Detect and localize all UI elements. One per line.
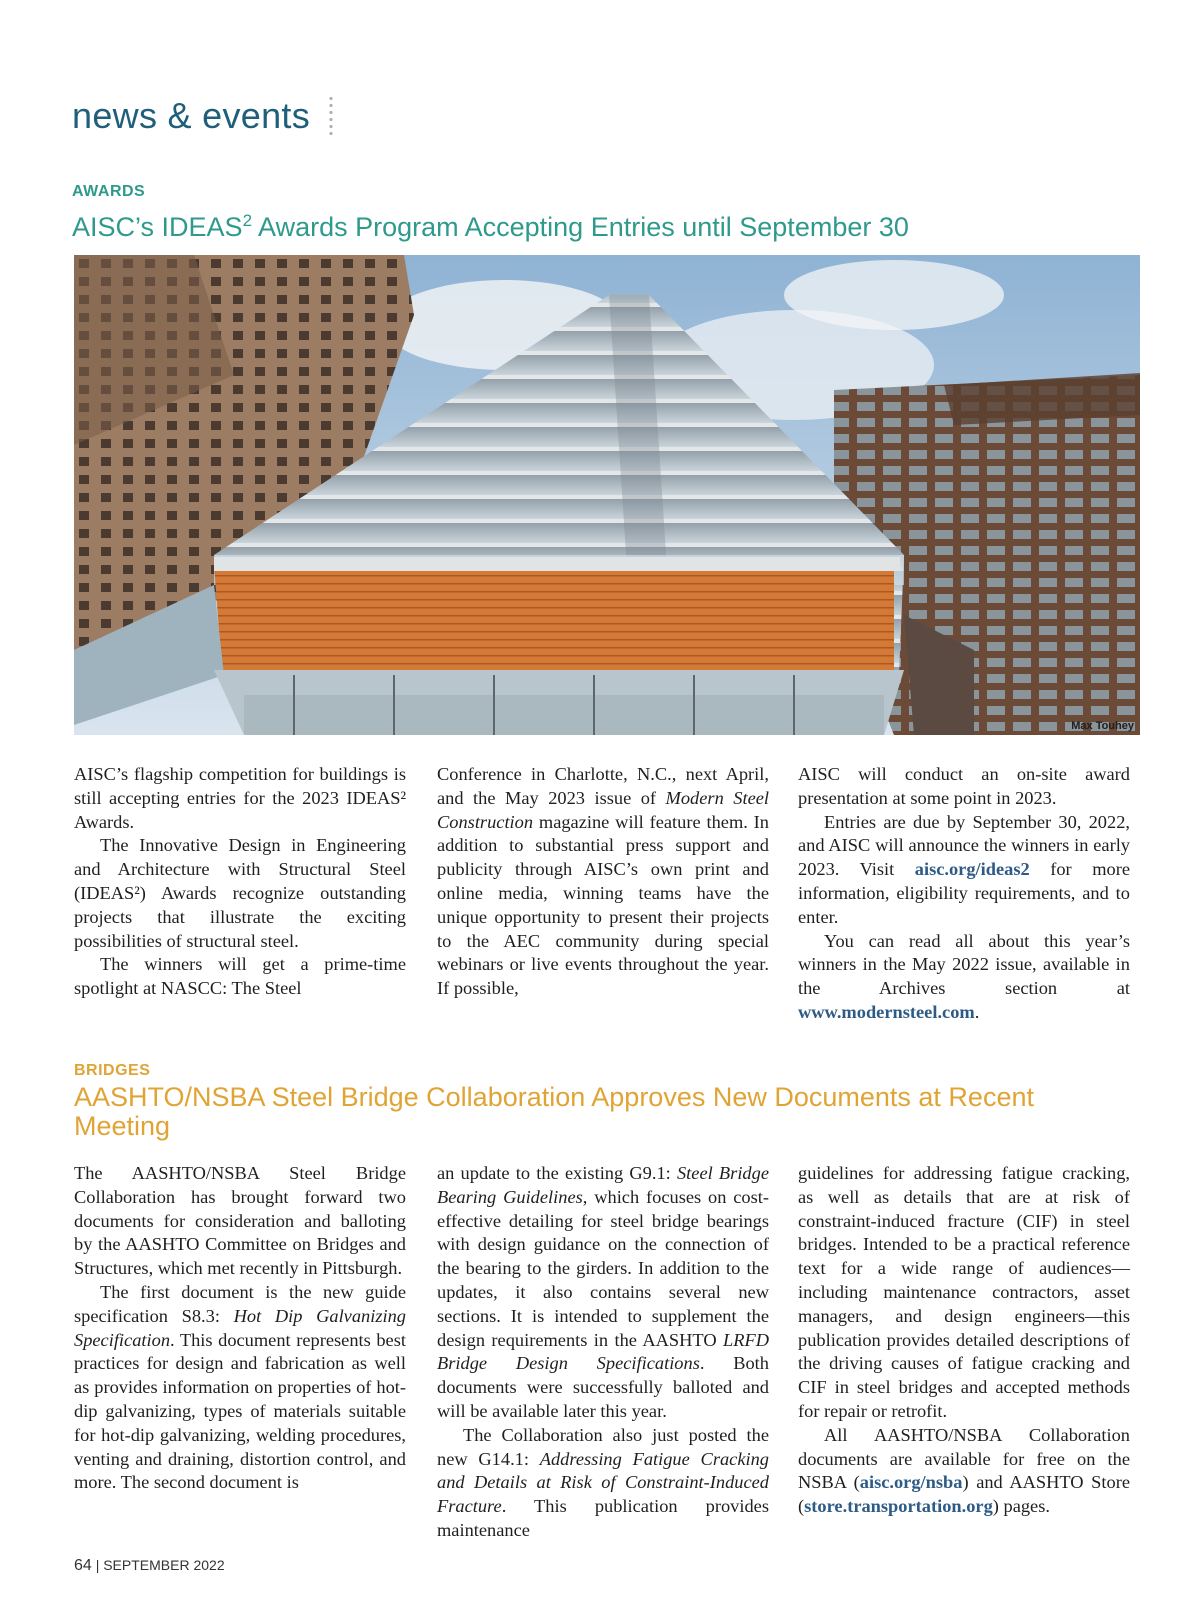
paragraph: You can read all about this year’s winners in the May 2022 issue, available in the Archives section at www.modernsteel.com. (798, 930, 1130, 1022)
paragraph: The Collaboration also just posted the new G14.1: Addressing Fatigue Cracking and Details at Risk of Constraint-Induced Fracture. This publication provides maintenance (437, 1424, 769, 1540)
photo-credit: Max Touhey (1071, 720, 1134, 732)
bridges-column-1 (74, 1162, 406, 1495)
footer-separator: | (95, 1557, 100, 1573)
paragraph: AISC’s flagship competition for buildings is still accepting entries for the 2023 IDEAS² Awards. (74, 764, 406, 832)
paragraph: The first document is the new guide specification S8.3: Hot Dip Galvanizing Specification. This document represents best practices for design and fabrication as well as provides information on properties of hot-dip galvanizing, types of materials suitable for hot-dip galvanizing, welding procedures, venting and draining, distortion control, and more. The second document is (74, 1281, 406, 1493)
page-footer (74, 1557, 225, 1575)
paragraph: Entries are due by September 30, 2022, and AISC will announce the winners in early 2023. Visit aisc.org/ideas2 for more information, eligibility requirements, and to enter. (798, 811, 1130, 927)
paragraph: guidelines for addressing fatigue cracking, as well as details that are at risk of constraint-induced fracture (CIF) in steel bridges. Intended to be a practical reference text for a wide range of audiences—including maintenance contractors, asset managers, and design engineers—this publication provides detailed descriptions of the driving causes of fatigue cracking and CIF in steel bridges and accepted methods for repair or retrofit. (798, 1163, 1130, 1421)
section-title: news & events (72, 95, 311, 136)
awards-column-1 (74, 763, 406, 1001)
awards-photo (74, 255, 1140, 735)
awards-headline: AISC’s IDEAS$^2$ Awards Program Accepting Entries until September 30 (72, 211, 909, 242)
nsba-link[interactable]: aisc.org/nsba (859, 1472, 963, 1493)
paragraph: AISC will conduct an on-site award presentation at some point in 2023. (798, 764, 1130, 808)
skyscraper-photo (74, 255, 1140, 735)
dotted-divider (328, 95, 334, 137)
bridges-column-2 (437, 1162, 769, 1543)
ideas2-link[interactable]: aisc.org/ideas2 (914, 859, 1030, 880)
awards-kicker: AWARDS (72, 183, 146, 200)
awards-column-2 (437, 763, 769, 1001)
awards-column-3 (798, 763, 1130, 1025)
page-number: 64 (74, 1557, 92, 1574)
paragraph: All AASHTO/NSBA Collaboration documents are available for free on the NSBA (aisc.org/nsba) and AASHTO Store (store.transportation.org) pages. (798, 1424, 1130, 1517)
aashto-store-link[interactable]: store.transportation.org (804, 1496, 993, 1517)
bridges-column-3 (798, 1162, 1130, 1519)
paragraph: an update to the existing G9.1: Steel Bridge Bearing Guidelines, which focuses on cost-effective detailing for steel bridge bearings with design guidance on the connection of the bearing to the girders. In addition to the updates, it also contains several new sections. It is intended to supplement the design requirements in the AASHTO LRFD Bridge Design Specifications. Both documents were successfully balloted and will be available later this year. (437, 1163, 769, 1421)
paragraph: The AASHTO/NSBA Steel Bridge Collaboration has brought forward two documents for consideration and balloting by the AASHTO Committee on Bridges and Structures, which met recently in Pittsburgh. (74, 1163, 406, 1279)
bridges-kicker: BRIDGES (74, 1062, 151, 1079)
magazine-title: Modern Steel Construction (437, 787, 769, 832)
modernsteel-link[interactable]: www.modernsteel.com (798, 1001, 975, 1022)
paragraph: The winners will get a prime-time spotlight at NASCC: The Steel (74, 954, 406, 999)
issue-date: SEPTEMBER 2022 (103, 1557, 225, 1573)
bridges-headline: AASHTO/NSBA Steel Bridge Collaboration Approves New Documents at Recent Meeting (74, 1082, 1034, 1141)
paragraph: Conference in Charlotte, N.C., next April, and the May 2023 issue of Modern Steel Construction magazine will feature them. In addition to substantial press support and publicity through AISC’s own print and online media, winning teams have the unique opportunity to present their projects to the AEC community during special webinars or live events throughout the year. If possible, (437, 764, 769, 999)
paragraph: The Innovative Design in Engineering and Architecture with Structural Steel (IDEAS²) Awards recognize outstanding projects that illustrate the exciting possibilities of structural steel. (74, 835, 406, 951)
section-header (72, 88, 334, 144)
